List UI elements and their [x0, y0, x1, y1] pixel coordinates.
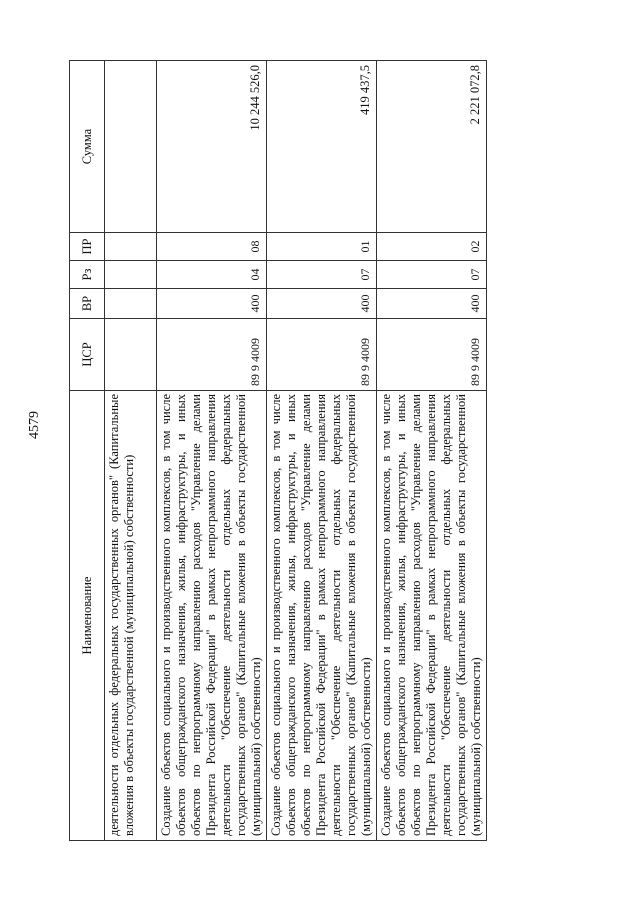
row-csr: 89 9 4009	[157, 319, 267, 391]
row-name: Создание объектов социального и производственного комплексов, в том числе объектов общегражданского назначения, жилья, инфраструктуры, и иных объектов по непрограммному направлению расходов "Управление делами Президента Российской Федерации" в рамках непрограммного направления деятельности "Обеспечение деятельности отдельных федеральных государственных органов" (Капитальные вложения в объекты государственной (муниципальной) собственности)	[157, 391, 267, 841]
row-rz	[105, 261, 157, 289]
row-pr: 01	[267, 233, 377, 261]
header-vr: ВР	[70, 289, 105, 319]
row-sum	[105, 61, 157, 233]
header-sum: Сумма	[70, 61, 105, 233]
row-sum: 2 221 072,8	[377, 61, 487, 233]
row-name: Создание объектов социального и производственного комплексов, в том числе объектов общегражданского назначения, жилья, инфраструктуры, и иных объектов по непрограммному направлению расходов "Управление делами Президента Российской Федерации" в рамках непрограммного направления деятельности "Обеспечение деятельности отдельных федеральных государственных органов" (Капитальные вложения в объекты государственной (муниципальной) собственности)	[267, 391, 377, 841]
row-vr: 400	[157, 289, 267, 319]
header-rz: Рз	[70, 261, 105, 289]
header-name: Наименование	[70, 391, 105, 841]
row-pr: 08	[157, 233, 267, 261]
row-vr: 400	[377, 289, 487, 319]
row-sum: 10 244 526,0	[157, 61, 267, 233]
table-row	[267, 61, 377, 841]
row-pr: 02	[377, 233, 487, 261]
row-csr: 89 9 4009	[267, 319, 377, 391]
row-csr: 89 9 4009	[377, 319, 487, 391]
table-row	[105, 61, 157, 841]
row-name: Создание объектов социального и производственного комплексов, в том числе объектов общегражданского назначения, жилья, инфраструктуры, и иных объектов по непрограммному направлению расходов "Управление делами Президента Российской Федерации" в рамках непрограммного направления деятельности "Обеспечение деятельности отдельных федеральных государственных органов" (Капитальные вложения в объекты государственной (муниципальной) собственности)	[377, 391, 487, 841]
budget-table-container	[69, 61, 604, 841]
row-rz: 07	[267, 261, 377, 289]
page-number: 4579	[27, 411, 42, 439]
row-csr	[105, 319, 157, 391]
table-row	[157, 61, 267, 841]
row-pr	[105, 233, 157, 261]
table-row	[377, 61, 487, 841]
row-rz: 07	[377, 261, 487, 289]
row-rz: 04	[157, 261, 267, 289]
row-name: деятельности отдельных федеральных государственных органов" (Капитальные вложения в объекты государственной (муниципальной) собственности)	[105, 391, 157, 841]
header-csr: ЦСР	[70, 319, 105, 391]
header-pr: ПР	[70, 233, 105, 261]
table-header-row	[70, 61, 105, 841]
row-vr	[105, 289, 157, 319]
row-sum: 419 437,5	[267, 61, 377, 233]
budget-table	[69, 60, 487, 841]
row-vr: 400	[267, 289, 377, 319]
